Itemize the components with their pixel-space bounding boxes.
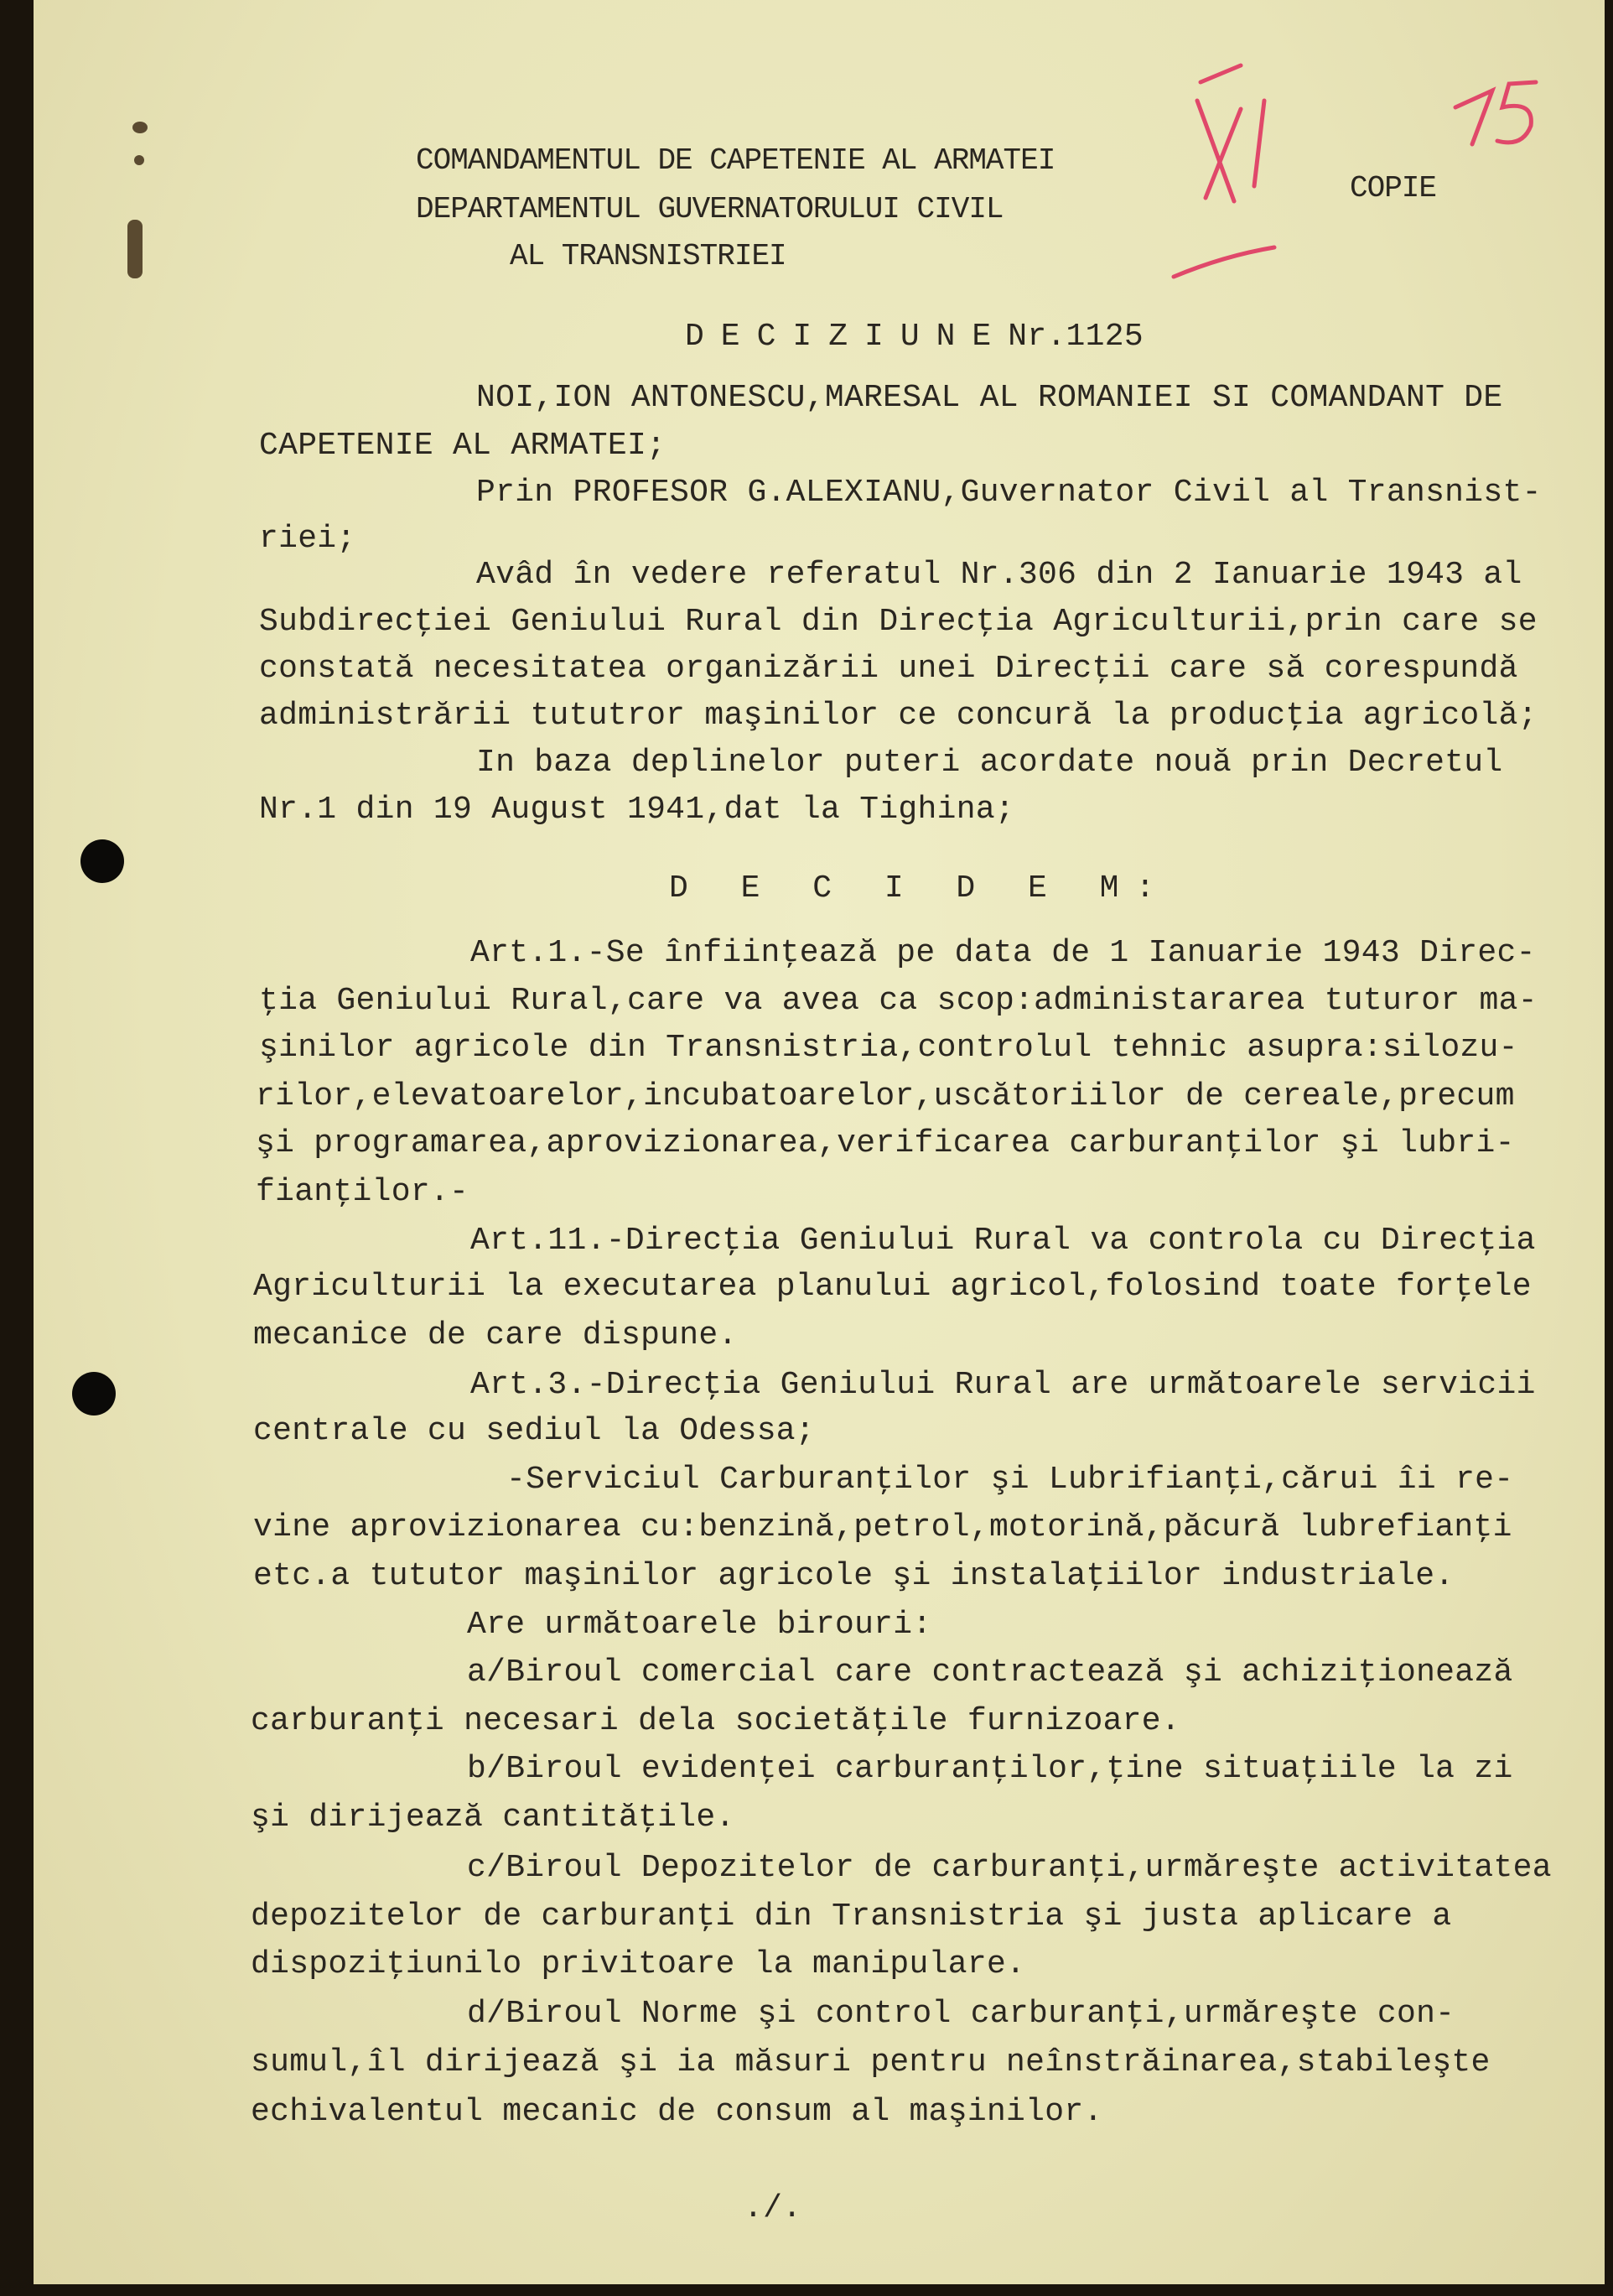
red-pencil-marks [34,0,1605,335]
body-line: Avâd în vedere referatul Nr.306 din 2 Ianuarie 1943 al [476,557,1522,593]
decision-number: Nr.1125 [1008,319,1144,355]
punch-hole [72,1372,116,1416]
body-line: centrale cu sediul la Odessa; [253,1413,816,1449]
decision-heading: D E C I D E M: [669,870,1172,906]
body-line: etc.a tututor maşinilor agricole şi instalaţiilor industriale. [253,1558,1455,1594]
body-line: a/Biroul comercial care contractează şi achiziţionează [467,1654,1513,1691]
body-line: Prin PROFESOR G.ALEXIANU,Guvernator Civil al Transnist- [476,475,1542,511]
body-line: şi dirijează cantităţile. [251,1800,735,1836]
body-line: d/Biroul Norme şi control carburanţi,urmăreşte con- [467,1996,1455,2032]
body-line: CAPETENIE AL ARMATEI; [259,428,666,464]
body-line: sumul,îl dirijează şi ia măsuri pentru neînstrăinarea,stabileşte [251,2044,1491,2080]
body-line: echivalentul mecanic de consum al maşinilor. [251,2094,1103,2130]
page-mark-1 [1455,91,1492,144]
body-line: mecanice de care dispune. [253,1317,738,1353]
body-line: vine aprovizionarea cu:benzină,petrol,motorină,păcură lubrefianţi [253,1509,1512,1545]
body-line: b/Biroul evidenţei carburanţilor,ţine situaţiile la zi [467,1751,1513,1787]
header-line-3: AL TRANSNISTRIEI [510,239,786,273]
roman-mark-x-stroke [1197,101,1234,201]
document-page [34,0,1605,2284]
body-line: ţia Geniului Rural,care va avea ca scop:administararea tuturor ma- [259,983,1538,1019]
body-line: Nr.1 din 19 August 1941,dat la Tighina; [259,792,1015,828]
roman-mark-x-stroke [1206,109,1241,198]
body-line: riei; [259,521,356,557]
roman-mark-bar [1201,65,1241,82]
copy-label: COPIE [1350,171,1437,205]
body-line: c/Biroul Depozitelor de carburanţi,urmăreşte activitatea [467,1850,1552,1886]
body-line: rilor,elevatoarelor,incubatoarelor,uscătoriilor de cereale,precum [256,1078,1515,1114]
punch-hole [80,839,124,883]
header-line-2: DEPARTAMENTUL GUVERNATORULUI CIVIL [416,192,1004,226]
body-line: dispoziţiunilo privitoare la manipulare. [251,1946,1026,1982]
body-line: Subdirecţiei Geniului Rural din Direcţia Agriculturii,prin care se [259,604,1538,640]
body-line: Art.1.-Se înfiinţează pe data de 1 Ianuarie 1943 Direc- [470,935,1536,971]
page-mark-5 [1497,82,1536,143]
red-underline [1174,247,1274,277]
body-line: depozitelor de carburanţi din Transnistria şi justa aplicare a [251,1899,1452,1935]
body-line: Are următoarele birouri: [467,1607,932,1643]
body-line: carburanţi necesari dela societăţile furnizoare. [251,1703,1180,1739]
header-line-1: COMANDAMENTUL DE CAPETENIE AL ARMATEI [416,143,1055,178]
body-line: administrării tututror maşinilor ce concură la producţia agricolă; [259,698,1538,734]
roman-mark-i-stroke [1254,101,1264,186]
body-line: Agriculturii la executarea planului agricol,folosind toate forţele [253,1269,1532,1305]
body-line: constată necesitatea organizării unei Direcţii care să corespundă [259,651,1518,687]
body-line: Art.11.-Direcţia Geniului Rural va controla cu Direcţia [470,1223,1536,1259]
continuation-mark: ./. [744,2190,802,2226]
body-line: şi programarea,aprovizionarea,verificarea carburanţilor şi lubri- [256,1125,1515,1161]
body-line: NOI,ION ANTONESCU,MARESAL AL ROMANIEI SI COMANDANT DE [476,380,1503,416]
body-line: In baza deplinelor puteri acordate nouă prin Decretul [476,745,1503,781]
decision-word: DECIZIUNE [685,319,1009,355]
body-line: fianţilor.- [256,1174,469,1210]
body-line: Art.3.-Direcţia Geniului Rural are următoarele servicii [470,1367,1536,1403]
body-line: -Serviciul Carburanţilor şi Lubrifianţi,cărui îi re- [506,1462,1514,1498]
body-line: şinilor agricole din Transnistria,controlul tehnic asupra:silozu- [259,1030,1518,1066]
